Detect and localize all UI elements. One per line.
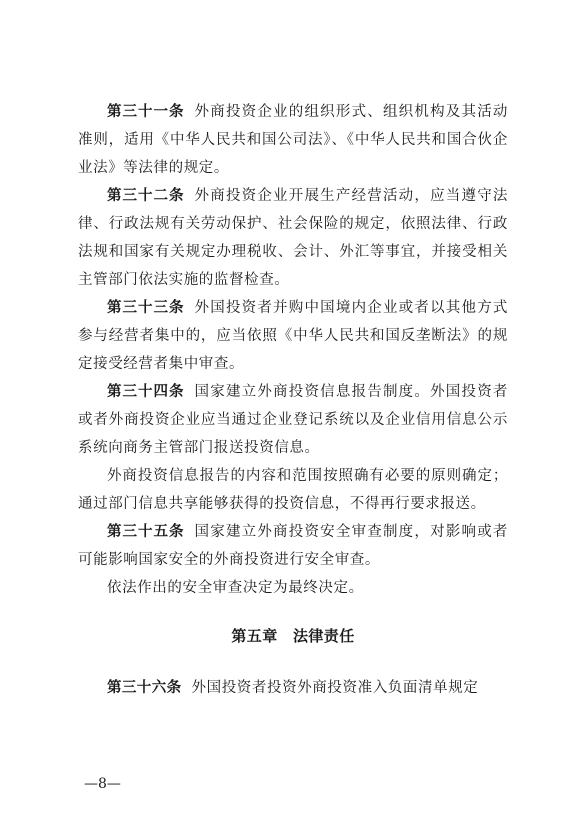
article-text: 外商投资企业开展生产经营活动，应当遵守法律、行政法规有关劳动保护、社会保险的规定，依照法律、行政法规和国家有关规定办理税收、会计、外汇等事宜，并接受相关主管部门依法实施的监督检查。 xyxy=(78,188,509,288)
article-32 xyxy=(78,182,508,294)
article-number: 第三十五条 xyxy=(107,524,185,540)
page-number: —8— xyxy=(84,776,121,792)
article-text: 外国投资者并购中国境内企业或者以其他方式参与经营者集中的，应当依照《中华人民共和国反垄断法》的规定接受经营者集中审查。 xyxy=(78,300,509,372)
article-text: 国家建立外商投资安全审查制度，对影响或者可能影响国家安全的外商投资进行安全审查。 xyxy=(78,524,509,568)
article-35-paragraph-2 xyxy=(78,574,508,602)
article-31 xyxy=(78,98,508,182)
article-number: 第三十二条 xyxy=(107,188,185,204)
article-number: 第三十一条 xyxy=(107,104,185,120)
article-35 xyxy=(78,518,508,574)
article-text: 国家建立外商投资信息报告制度。外国投资者或者外商投资企业应当通过企业登记系统以及企业信用信息公示系统向商务主管部门报送投资信息。 xyxy=(78,384,509,456)
article-number: 第三十六条 xyxy=(107,680,182,696)
article-36 xyxy=(78,674,508,702)
chapter-title: 第五章 法律责任 xyxy=(231,627,355,645)
article-number: 第三十三条 xyxy=(107,300,185,316)
article-34 xyxy=(78,378,508,462)
document-body xyxy=(78,98,508,702)
article-number: 第三十四条 xyxy=(107,384,185,400)
article-33 xyxy=(78,294,508,378)
article-34-paragraph-2 xyxy=(78,462,508,518)
article-text: 外商投资信息报告的内容和范围按照确有必要的原则确定；通过部门信息共享能够获得的投资信息，不得再行要求报送。 xyxy=(78,468,508,512)
article-text: 外商投资企业的组织形式、组织机构及其活动准则，适用《中华人民共和国公司法》、《中华人民共和国合伙企业法》等法律的规定。 xyxy=(78,104,509,176)
article-text: 外国投资者投资外商投资准入负面清单规定 xyxy=(191,680,479,696)
article-text: 依法作出的安全审查决定为最终决定。 xyxy=(107,580,364,596)
